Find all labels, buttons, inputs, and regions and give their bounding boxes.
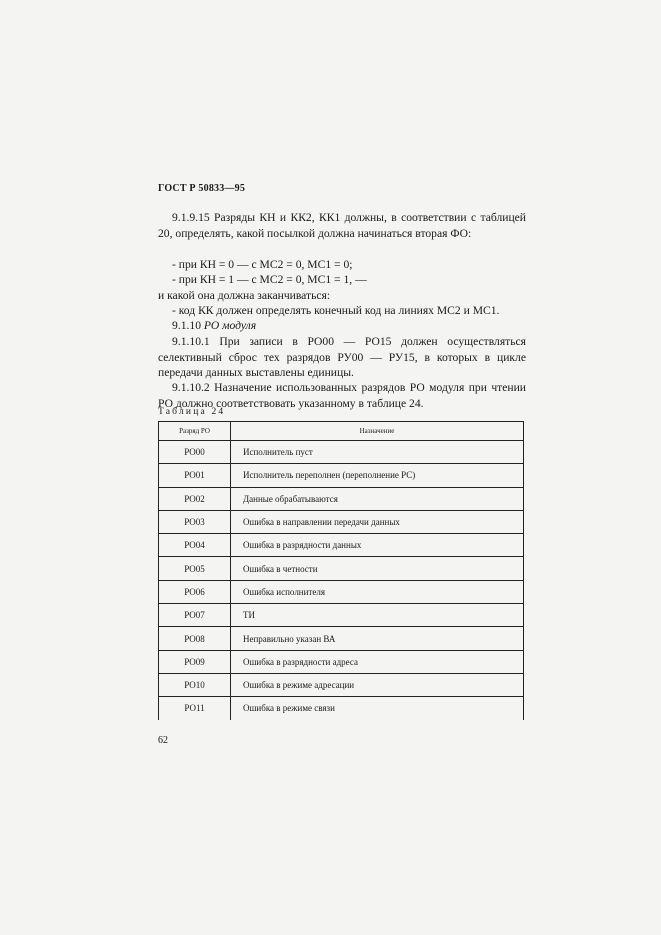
header-code: Разряд РО	[159, 422, 231, 441]
cell-name: Исполнитель пуст	[231, 441, 524, 464]
table-row	[159, 464, 524, 487]
cell-code: РО01	[159, 464, 231, 487]
document-header: ГОСТ Р 50833—95	[158, 183, 246, 194]
cell-name: Данные обрабатываются	[231, 487, 524, 510]
cell-code: РО07	[159, 604, 231, 627]
table-row	[159, 604, 524, 627]
cell-name: Ошибка в разрядности адреса	[231, 650, 524, 673]
cell-code: РО04	[159, 534, 231, 557]
cell-name: Ошибка в четности	[231, 557, 524, 580]
table-row	[159, 697, 524, 720]
table-caption: Таблица 24	[158, 407, 226, 417]
table-row	[159, 580, 524, 603]
cell-code: РО02	[159, 487, 231, 510]
table-row	[159, 650, 524, 673]
table-row	[159, 510, 524, 533]
table-row	[159, 627, 524, 650]
cell-code: РО03	[159, 510, 231, 533]
cell-code: РО11	[159, 697, 231, 720]
cell-name: Неправильно указан ВА	[231, 627, 524, 650]
cell-name: Исполнитель переполнен (переполнение РС)	[231, 464, 524, 487]
table-row	[159, 534, 524, 557]
table-row	[159, 487, 524, 510]
table-header-row	[159, 422, 524, 441]
cell-code: РО10	[159, 673, 231, 696]
header-name: Назначение	[231, 422, 524, 441]
list-item-kk-code: - код КК должен определять конечный код на линиях МС2 и МС1.	[172, 304, 500, 317]
paragraph-9-1-9-15: 9.1.9.15 Разряды КН и КК2, КК1 должны, в соответствии с таблицей 20, определять, какой посылкой должна начинаться вторая ФО:	[158, 211, 526, 240]
cell-code: РО05	[159, 557, 231, 580]
cell-name: Ошибка в режиме адресации	[231, 673, 524, 696]
table-row	[159, 441, 524, 464]
cell-code: РО00	[159, 441, 231, 464]
cell-name: Ошибка в направлении передачи данных	[231, 510, 524, 533]
paragraph-9-1-10-1: 9.1.10.1 При записи в РО00 — РО15 должен осуществляться селективный сброс тех разрядов РУ00 — РУ15, в которых в цикле передачи данных выставлены единицы.	[158, 335, 526, 380]
cell-code: РО06	[159, 580, 231, 603]
section-title: РО модуля	[203, 319, 257, 332]
table-row	[159, 557, 524, 580]
cell-code: РО09	[159, 650, 231, 673]
section-heading-9-1-10	[158, 318, 526, 334]
cell-code: РО08	[159, 627, 231, 650]
paragraph-9-1-10-2: 9.1.10.2 Назначение использованных разрядов РО модуля при чтении РО должно соответствовать указанному в таблице 24.	[158, 381, 526, 410]
cell-name: ТИ	[231, 604, 524, 627]
page-number: 62	[158, 735, 168, 746]
section-number: 9.1.10	[172, 319, 201, 332]
list-item-kn-1: - при КН = 1 — с МС2 = 0, МС1 = 1, —	[172, 273, 367, 286]
table-row	[159, 673, 524, 696]
cell-name: Ошибка в разрядности данных	[231, 534, 524, 557]
list-item-kn-0: - при КН = 0 — с МС2 = 0, МС1 = 0;	[172, 258, 353, 271]
cell-name: Ошибка в режиме связи	[231, 697, 524, 720]
cell-name: Ошибка исполнителя	[231, 580, 524, 603]
table-24	[158, 421, 524, 720]
paragraph-end-text: и какой она должна заканчиваться:	[158, 289, 331, 302]
